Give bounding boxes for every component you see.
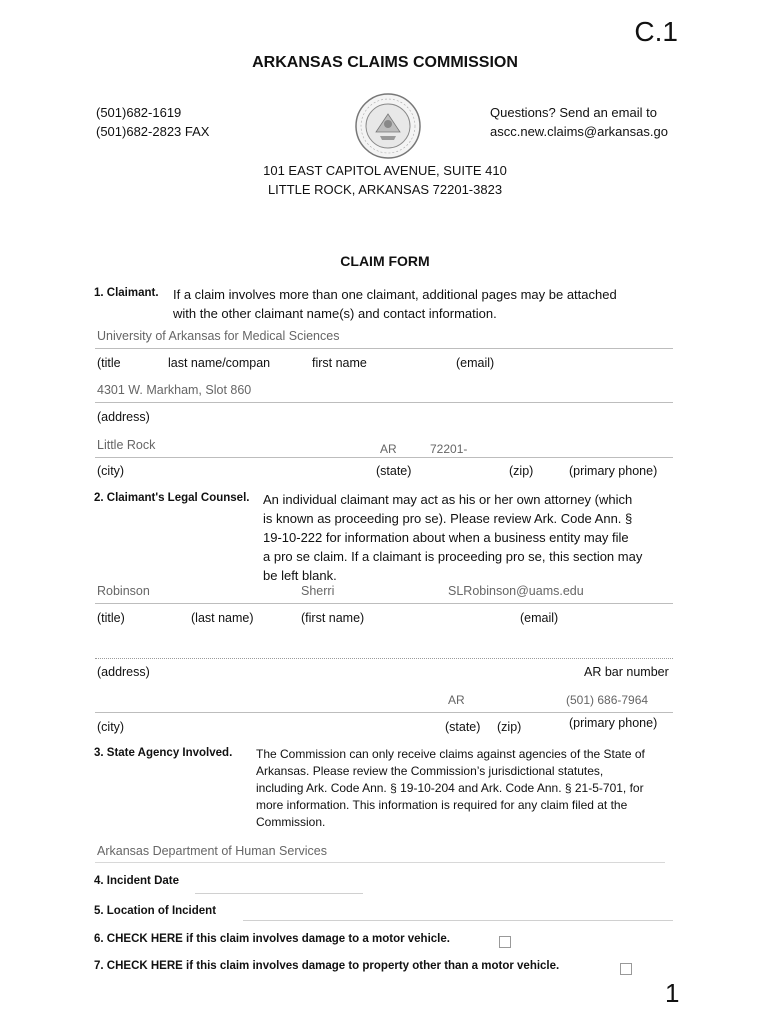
- counsel-barnumber-label: AR bar number: [584, 665, 669, 679]
- counsel-title-label: (title): [97, 611, 125, 625]
- counsel-address-label: (address): [97, 665, 150, 679]
- section1-label: 1. Claimant.: [94, 287, 159, 299]
- section1-desc-line1: If a claim involves more than one claimant, additional pages may be attached: [173, 287, 617, 302]
- section2-desc-line5: be left blank.: [263, 568, 337, 583]
- section6-label: 6. CHECK HERE if this claim involves damage to a motor vehicle.: [94, 933, 450, 945]
- claimant-state-label: (state): [376, 464, 412, 478]
- claimant-city-value[interactable]: Little Rock: [97, 438, 156, 452]
- claimant-lastname-label: last name/compan: [168, 356, 271, 370]
- section3-desc-line3: including Ark. Code Ann. § 19-10-204 and Ark. Code Ann. § 21-5-701, for: [256, 781, 644, 795]
- counsel-email-label: (email): [520, 611, 559, 625]
- divider: [95, 603, 673, 604]
- claimant-title-label: (title: [97, 356, 121, 370]
- section2-label: 2. Claimant's Legal Counsel.: [94, 492, 250, 504]
- page-label: C.1: [634, 16, 678, 47]
- claimant-city-label: (city): [97, 464, 125, 478]
- counsel-phone-label: (primary phone): [569, 716, 658, 730]
- header-title: ARKANSAS CLAIMS COMMISSION: [252, 54, 518, 71]
- section2-desc-line4: a pro se claim. If a claimant is proceeding pro se, this section may: [263, 549, 643, 564]
- section2-desc-line3: 19-10-222 for information about when a business entity may file: [263, 530, 629, 545]
- counsel-zip-label: (zip): [497, 720, 522, 734]
- section5-label: 5. Location of Incident: [94, 905, 217, 917]
- seal-icon: [354, 92, 422, 160]
- section3-label: 3. State Agency Involved.: [94, 747, 233, 759]
- incident-location-input[interactable]: [243, 920, 673, 921]
- counsel-firstname-value[interactable]: Sherri: [301, 584, 335, 598]
- claimant-address-label: (address): [97, 410, 150, 424]
- section3-desc-line4: more information. This information is required for any claim filed at the: [256, 798, 628, 812]
- section3-desc-line1: The Commission can only receive claims against agencies of the State of: [256, 747, 645, 761]
- counsel-lastname-value[interactable]: Robinson: [97, 584, 150, 598]
- divider: [95, 712, 673, 713]
- claimant-phone-label: (primary phone): [569, 464, 658, 478]
- section4-label: 4. Incident Date: [94, 875, 179, 887]
- motor-vehicle-checkbox[interactable]: [499, 936, 511, 948]
- header-email[interactable]: ascc.new.claims@arkansas.go: [490, 124, 668, 139]
- form-title: CLAIM FORM: [340, 253, 430, 269]
- counsel-city-label: (city): [97, 720, 125, 734]
- section7-label: 7. CHECK HERE if this claim involves damage to property other than a motor vehicle.: [94, 960, 560, 972]
- counsel-firstname-label: (first name): [301, 611, 365, 625]
- section2-desc-line2: is known as proceeding pro se). Please review Ark. Code Ann. §: [263, 511, 633, 526]
- claimant-email-label: (email): [456, 356, 495, 370]
- divider: [95, 862, 665, 863]
- divider: [95, 457, 673, 458]
- claimant-state-value[interactable]: AR: [380, 442, 397, 456]
- claimant-firstname-label: first name: [312, 356, 367, 370]
- header-address-line1: 101 EAST CAPITOL AVENUE, SUITE 410: [263, 163, 507, 178]
- section3-desc-line2: Arkansas. Please review the Commission’s jurisdictional statutes,: [256, 764, 604, 778]
- claimant-zip-value[interactable]: 72201-: [430, 442, 468, 456]
- claimant-zip-label: (zip): [509, 464, 534, 478]
- page-number: 1: [665, 978, 680, 1008]
- divider: [95, 402, 673, 403]
- divider: [95, 348, 673, 349]
- claimant-address-value[interactable]: 4301 W. Markham, Slot 860: [97, 383, 252, 397]
- counsel-lastname-label: (last name): [191, 611, 254, 625]
- divider: [95, 658, 673, 659]
- header-phone: (501)682-1619: [96, 105, 182, 120]
- agency-value[interactable]: Arkansas Department of Human Services: [97, 844, 327, 858]
- claimant-name-value[interactable]: University of Arkansas for Medical Sciences: [97, 329, 340, 343]
- counsel-phone-value[interactable]: (501) 686-7964: [566, 693, 649, 707]
- header-questions: Questions? Send an email to: [490, 105, 657, 120]
- header-address-line2: LITTLE ROCK, ARKANSAS 72201-3823: [267, 182, 503, 197]
- section3-desc-line5: Commission.: [256, 815, 326, 829]
- section1-desc-line2: with the other claimant name(s) and contact information.: [173, 306, 497, 321]
- counsel-email-value[interactable]: SLRobinson@uams.edu: [448, 584, 584, 598]
- state-seal: [354, 92, 422, 160]
- counsel-state-label: (state): [445, 720, 481, 734]
- incident-date-input[interactable]: [195, 893, 363, 894]
- header-fax: (501)682-2823 FAX: [96, 124, 210, 139]
- property-damage-checkbox[interactable]: [620, 963, 632, 975]
- section2-desc-line1: An individual claimant may act as his or her own attorney (which: [263, 492, 633, 507]
- counsel-state-value[interactable]: AR: [448, 693, 465, 707]
